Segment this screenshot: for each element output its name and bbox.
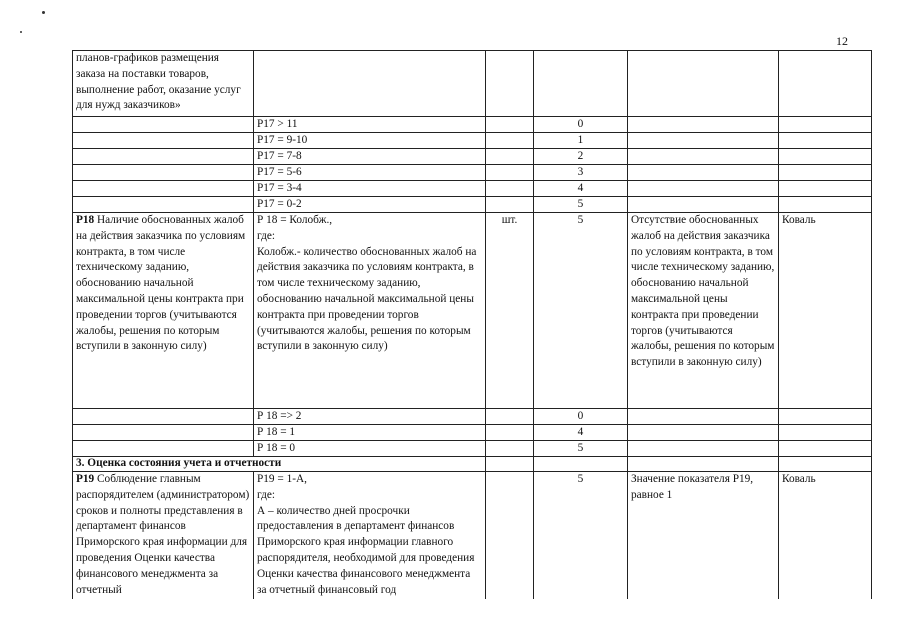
empty-cell — [73, 441, 254, 457]
empty-cell — [628, 181, 779, 197]
table-row — [73, 117, 872, 133]
unit-cell — [486, 197, 534, 213]
responsible-cell — [779, 51, 872, 117]
indicator-name-cell — [73, 213, 254, 409]
formula-cell: Р19 = 1-А, где: А – количество дней просрочки предоставления в департамент финансов Приморского края информации главного распорядителя, необходимой для проведения Оценки качества финансового менеджмента за отчетный финансовый год — [254, 472, 486, 604]
table-row — [73, 165, 872, 181]
indicator-code: Р18 — [76, 214, 95, 226]
score-cell: 5 — [534, 197, 628, 213]
score-cell: 4 — [534, 181, 628, 197]
empty-cell — [628, 425, 779, 441]
formula-cell: Р 18 = 1 — [254, 425, 486, 441]
table-row — [73, 441, 872, 457]
empty-cell — [779, 133, 872, 149]
unit-cell — [486, 441, 534, 457]
empty-cell — [628, 457, 779, 472]
target-cell — [628, 51, 779, 117]
table-row — [73, 472, 872, 604]
table-row — [73, 181, 872, 197]
unit-cell — [486, 181, 534, 197]
empty-cell — [779, 165, 872, 181]
empty-cell — [73, 133, 254, 149]
empty-cell — [73, 117, 254, 133]
unit-cell — [486, 472, 534, 604]
table-row — [73, 197, 872, 213]
score-cell: 5 — [534, 213, 628, 409]
unit-cell — [486, 409, 534, 425]
formula-cell: Р17 = 9-10 — [254, 133, 486, 149]
empty-cell — [73, 197, 254, 213]
unit-cell — [486, 133, 534, 149]
score-cell: 4 — [534, 425, 628, 441]
unit-cell — [486, 51, 534, 117]
unit-cell — [486, 117, 534, 133]
formula-cell: Р 18 => 2 — [254, 409, 486, 425]
empty-cell — [779, 117, 872, 133]
indicator-name: Соблюдение главным распорядителем (администратором) сроков и полноты представления в департамент финансов Приморского края информации для проведения Оценки качества финансового менеджмента за отчетный — [76, 473, 250, 596]
formula-cell — [254, 51, 486, 117]
empty-cell — [779, 197, 872, 213]
scan-speck — [42, 11, 45, 14]
table-row — [73, 213, 872, 409]
empty-cell — [628, 117, 779, 133]
unit-cell: шт. — [486, 213, 534, 409]
formula-cell: Р17 = 0-2 — [254, 197, 486, 213]
table-row — [73, 149, 872, 165]
empty-cell — [73, 425, 254, 441]
indicator-code: Р19 — [76, 473, 95, 485]
indicator-name: Наличие обоснованных жалоб на действия заказчика по условиям контракта, в том числе техническому заданию, обоснованию начальной максимальной цены контракта при проведении торгов (учитываются жалобы, решения по которым вступили в законную силу) — [76, 214, 246, 353]
unit-cell — [486, 425, 534, 441]
empty-cell — [73, 409, 254, 425]
score-cell: 5 — [534, 441, 628, 457]
score-cell: 1 — [534, 133, 628, 149]
section-title: 3. Оценка состояния учета и отчетности — [73, 457, 486, 472]
empty-cell — [779, 149, 872, 165]
responsible-cell: Коваль — [779, 472, 872, 604]
score-cell: 0 — [534, 409, 628, 425]
section-header-row — [73, 457, 872, 472]
empty-cell — [73, 165, 254, 181]
page-number: 12 — [836, 34, 848, 48]
score-cell: 5 — [534, 472, 628, 604]
empty-cell — [628, 165, 779, 181]
empty-cell — [628, 409, 779, 425]
indicator-name-cell: планов-графиков размещения заказа на поставки товаров, выполнение работ, оказание услуг для нужд заказчиков» — [73, 51, 254, 117]
score-cell: 3 — [534, 165, 628, 181]
empty-cell — [628, 133, 779, 149]
page-bottom-edge — [0, 599, 905, 640]
responsible-cell: Коваль — [779, 213, 872, 409]
score-cell — [534, 51, 628, 117]
score-cell: 2 — [534, 149, 628, 165]
scan-speck — [20, 31, 22, 33]
target-cell: Значение показателя Р19, равное 1 — [628, 472, 779, 604]
empty-cell — [779, 457, 872, 472]
formula-cell: Р17 = 5-6 — [254, 165, 486, 181]
table-row — [73, 133, 872, 149]
table-row — [73, 409, 872, 425]
table-row — [73, 51, 872, 117]
formula-cell: Р17 = 7-8 — [254, 149, 486, 165]
indicators-table — [72, 50, 872, 604]
unit-cell — [486, 165, 534, 181]
empty-cell — [534, 457, 628, 472]
empty-cell — [73, 181, 254, 197]
empty-cell — [779, 409, 872, 425]
empty-cell — [628, 197, 779, 213]
empty-cell — [779, 441, 872, 457]
empty-cell — [779, 181, 872, 197]
score-cell: 0 — [534, 117, 628, 133]
formula-cell: Р17 > 11 — [254, 117, 486, 133]
formula-cell: Р17 = 3-4 — [254, 181, 486, 197]
empty-cell — [628, 441, 779, 457]
unit-cell — [486, 149, 534, 165]
target-cell: Отсутствие обоснованных жалоб на действия заказчика по условиям контракта, в том числе техническому заданию, обоснованию начальной максимальной цены контракта при проведении торгов (учитываются жалобы, решения по которым вступили в законную силу) — [628, 213, 779, 409]
empty-cell — [628, 149, 779, 165]
empty-cell — [486, 457, 534, 472]
formula-cell: Р 18 = Колобж., где: Колобж.- количество обоснованных жалоб на действия заказчика по условиям контракта, в том числе техническому заданию, обоснованию начальной максимальной цены контракта при проведении торгов (учитываются жалобы, решения по которым вступили в законную силу) — [254, 213, 486, 409]
empty-cell — [73, 149, 254, 165]
formula-cell: Р 18 = 0 — [254, 441, 486, 457]
table-row — [73, 425, 872, 441]
empty-cell — [779, 425, 872, 441]
indicator-name-cell — [73, 472, 254, 604]
